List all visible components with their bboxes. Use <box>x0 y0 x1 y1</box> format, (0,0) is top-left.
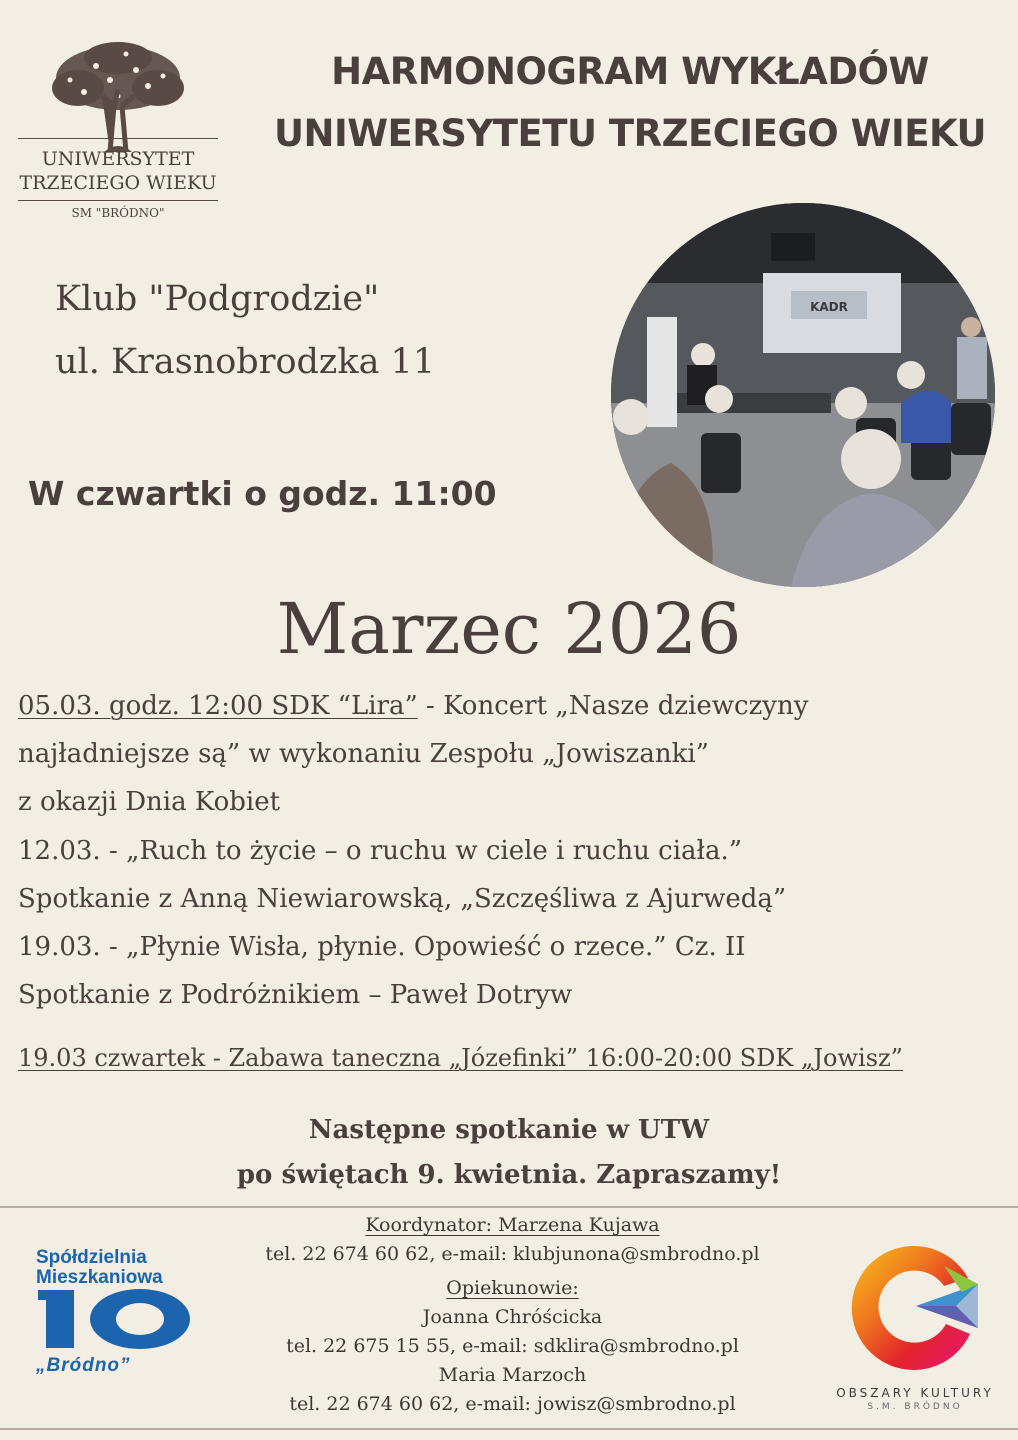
logo-line1: UNIWERSYTET <box>41 148 195 170</box>
logo-rule-2 <box>18 200 218 201</box>
club-address: ul. Krasnobrodzka 11 <box>55 342 436 382</box>
page-title-line1: HARMONOGRAM WYKŁADÓW <box>331 50 929 93</box>
next-meeting-line2: po świętach 9. kwietnia. Zapraszamy! <box>236 1160 782 1190</box>
logo-line3: SM "BRÓDNO" <box>71 206 165 220</box>
event-3-line1: 19.03. - „Płynie Wisła, płynie. Opowieść o rzece.” Cz. II <box>18 932 746 962</box>
ok-ring-icon <box>846 1236 986 1376</box>
sm-logo-10-mark <box>38 1286 194 1352</box>
dance-event: 19.03 czwartek - Zabawa taneczna „Józefinki” 16:00-20:00 SDK „Jowisz” <box>18 1044 903 1072</box>
coordinator-contact: tel. 22 674 60 62, e-mail: klubjunona@smbrodno.pl <box>265 1243 760 1265</box>
guardian-1-contact: tel. 22 675 15 55, e-mail: sdklira@smbrodno.pl <box>286 1335 739 1357</box>
month-title: Marzec 2026 <box>276 588 742 670</box>
schedule-time: W czwartki o godz. 11:00 <box>28 474 497 513</box>
utw-logo <box>18 40 218 220</box>
guardian-1-name: Joanna Chróścicka <box>422 1306 603 1328</box>
lecture-photo <box>611 203 995 587</box>
coordinator-label: Koordynator: Marzena Kujawa <box>365 1214 660 1236</box>
sm-logo-line2: Mieszkaniowa <box>36 1267 163 1288</box>
event-3-line2: Spotkanie z Podróżnikiem – Paweł Dotryw <box>18 980 573 1010</box>
sm-brodno-logo <box>34 1248 196 1378</box>
obszary-kultury-logo <box>820 1236 1010 1416</box>
ok-logo-line1: OBSZARY KULTURY <box>836 1386 994 1400</box>
event-1-date: 05.03. godz. 12:00 SDK “Lira” <box>18 691 418 721</box>
logo-rule <box>18 138 218 139</box>
event-2-line1: 12.03. - „Ruch to życie – o ruchu w ciele i ruchu ciała.” <box>18 836 743 866</box>
guardian-2-name: Maria Marzoch <box>438 1364 587 1386</box>
event-1-line1 <box>18 693 808 719</box>
sm-logo-line1: Spółdzielnia <box>36 1247 147 1268</box>
guardians-label: Opiekunowie: <box>446 1277 579 1299</box>
tree-icon <box>18 40 218 152</box>
club-name: Klub "Podgrodzie" <box>55 279 380 319</box>
footer-divider-top <box>0 1206 1018 1208</box>
next-meeting-line1: Następne spotkanie w UTW <box>308 1115 710 1145</box>
ok-logo-line2: S.M. BRÓDNO <box>867 1402 963 1412</box>
page-title-line2: UNIWERSYTETU TRZECIEGO WIEKU <box>273 112 987 155</box>
event-1-line2: najładniejsze są” w wykonaniu Zespołu „Jowiszanki” <box>18 739 709 769</box>
logo-line2: TRZECIEGO WIEKU <box>19 172 217 194</box>
event-1-line3: z okazji Dnia Kobiet <box>18 787 281 817</box>
event-2-line2: Spotkanie z Anną Niewiarowską, „Szczęśliwa z Ajurwedą” <box>18 884 787 914</box>
footer-divider-bottom <box>0 1428 1018 1430</box>
guardian-2-contact: tel. 22 674 60 62, e-mail: jowisz@smbrodno.pl <box>289 1393 736 1415</box>
event-1-title: - Koncert „Nasze dziewczyny <box>417 691 809 721</box>
screen-text: KADR <box>810 300 848 314</box>
sm-logo-line3: „Bródno” <box>36 1355 131 1376</box>
